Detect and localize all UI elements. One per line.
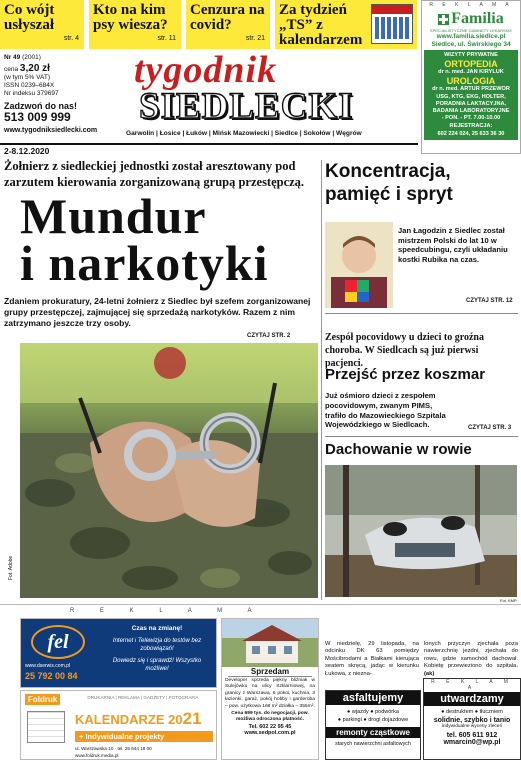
masthead-rule — [0, 143, 418, 145]
familia-sub: SPECJALISTYCZNE GABINETY LEKARSKIE — [429, 28, 513, 33]
column-divider — [321, 160, 322, 600]
foldruk-cal-label: KALENDARZE 2021 — [75, 709, 202, 728]
fel-url[interactable]: www.dserwis.com.pl — [25, 663, 71, 669]
side2-text: Już ośmioro dzieci z zespołem pocovidowym, zwanym PIMS, trafiło do Mazowieckiego Szpitala Wojewódzkiego w Siedlcach. — [325, 391, 446, 430]
side1-headline[interactable]: Koncentracja, pamięć i spryt — [325, 161, 453, 205]
fel-ad[interactable] — [20, 618, 217, 688]
sprzedam-url[interactable]: www.sedpol.com.pl — [244, 729, 296, 736]
reklama-bar: R E K L A M A — [70, 608, 264, 614]
main-headline-line2[interactable]: i narkotyki — [20, 235, 269, 291]
teaser-3-title: Cenzura na covid? — [190, 2, 265, 33]
teaser-2-title: Kto na kim psy wiesza? — [93, 2, 168, 33]
foldruk-web[interactable]: www.foldruk.media.pl — [75, 753, 119, 758]
fel-line3: Dowiedz się i sprawdź! Wszystko możliwe! — [112, 658, 202, 672]
familia-box: WIZYTY PRYWATNE ORTOPEDIA dr n. med. JAN KIRYLUK UROLOGIA dr n. med. ARTUR PRZEWOR USG, KTG, EKG, HOLTER, PORADNIA LAKTACYJNA, BADANIA LABORATORYJNE - PON. - PT. 7.00-10.00 REJESTRACJA: 602 224 024, 25 633 36 30 — [424, 50, 518, 140]
house-photo — [222, 619, 318, 667]
foldruk-tag: DRUKARNIA | REKLAMA | GADŻETY | FOTOGRAFIA — [87, 695, 199, 700]
sprzedam-title: Sprzedam — [228, 667, 312, 677]
utw-items: ● destruktem ● tłuczniem — [441, 709, 503, 715]
website-link[interactable]: www.tygodniksiedlecki.com — [4, 127, 98, 134]
teaser-3[interactable] — [186, 0, 270, 49]
foldruk-calendar-icon — [27, 711, 65, 743]
ad-top-rule — [0, 604, 521, 605]
asfalt-foot: starych nawierzchni asfaltowych — [335, 741, 411, 747]
asfalt-ad[interactable] — [325, 690, 421, 760]
house-icon — [222, 619, 319, 667]
side2-headline[interactable]: Przejść przez koszmar — [325, 366, 486, 383]
fel-phone[interactable]: 25 792 00 84 — [25, 671, 78, 681]
teaser-4-title: Za tydzień „TS” z kalendarzem — [279, 2, 363, 48]
main-kicker: Żołnierz z siedleckiej jednostki został aresztowany pod zarzutem kierowania zorganizowaną grupą przestępczą. — [4, 159, 305, 189]
phone-number[interactable]: 513 009 999 — [4, 110, 71, 124]
teaser-4[interactable] — [275, 0, 417, 49]
teaser-1-page: str. 4 — [63, 35, 79, 42]
utwardzamy-ad[interactable] — [423, 678, 521, 760]
fel-line1: Czas na zmianę! — [131, 625, 183, 632]
foldruk-ad[interactable] — [20, 690, 217, 760]
overturned-car-illustration — [325, 465, 517, 597]
fel-line2: Internet i Telewizja do testów bez zobowiązań! — [112, 638, 202, 652]
utw-reklama: R E K L A M A — [431, 679, 513, 691]
issue-info: Nr 49 (2001) cena 3,20 zł (w tym 5% VAT) ISSN 0239–684X Nr indeksu 379697 Zadzwoń do nas! 513 009 999 www.tygodniksiedlecki.com — [4, 54, 119, 135]
main-readmore[interactable]: CZYTAJ STR. 2 — [247, 333, 291, 339]
main-headline-line1[interactable]: Mundur — [20, 188, 207, 244]
side3-photo-credit: Fot. KMP — [500, 598, 517, 603]
boy-with-rubiks-cube-illustration — [325, 222, 393, 308]
main-photo — [20, 343, 318, 598]
sprzedam-price: Cena 699 tys. do negocjacji, pow. możliwa odroczona płatność. — [231, 711, 309, 723]
side2-readmore[interactable]: CZYTAJ STR. 3 — [468, 425, 512, 431]
teaser-2-page: str. 11 — [157, 35, 176, 42]
side3-headline[interactable]: Dachowanie w rowie — [325, 441, 472, 458]
sprzedam-ad[interactable] — [221, 618, 319, 760]
calendar-thumbnail — [371, 4, 413, 44]
utw-title: utwardzamy — [424, 692, 520, 706]
teaser-3-page: str. 21 — [245, 35, 265, 42]
utw-email[interactable]: wmarcin0@wp.pl — [443, 739, 501, 746]
utw-sub: indywidualne wyceny zleceń — [441, 724, 503, 729]
familia-url: www.familia.siedlce.pl — [436, 33, 506, 40]
teaser-1-title: Co wójt usłyszał — [4, 2, 55, 33]
foldruk-logo: Foldruk — [25, 694, 60, 705]
issue-date: 2-8.12.2020 — [4, 146, 50, 156]
main-photo-credit: Fot. Adobe — [8, 555, 14, 580]
familia-logo: Familia — [426, 10, 516, 28]
side3-photo — [325, 465, 517, 597]
towns-list: Garwolin | Łosice | Łuków | Mińsk Mazowiecki | Siedlce | Sokołów | Węgrów — [126, 130, 362, 137]
asfalt-title: asfaltujemy — [326, 691, 420, 705]
utw-phone[interactable]: tel. 605 611 912 — [446, 732, 498, 739]
logo-tygodnik: tygodnik — [134, 49, 278, 91]
familia-reklama: R E K L A M A — [429, 2, 513, 8]
side3-text-right: lonych przyczyn zjechała poza nawierzchnię jezdni, zjechała do rowu, gdzie samochód dachował. Kobietę przewieziono do szpitala. (ak) — [424, 641, 518, 677]
fel-logo: fel — [31, 625, 85, 659]
side1-rule — [325, 313, 518, 314]
sprzedam-phone[interactable]: Tel. 602 22 95 45 — [248, 723, 292, 730]
asfalt-items: ● wjazdy ● podwórka ● parkingi ● drogi dojazdowe — [337, 709, 409, 723]
logo-siedlecki: SIEDLECKI — [139, 86, 354, 127]
call-label: Zadzwoń do nas! — [4, 101, 77, 111]
side2-kicker: Zespół pocovidowy u dzieci to groźna choroba. W Siedlcach są już pierwsi pacjenci. — [325, 332, 484, 369]
main-lead: Zdaniem prokuratury, 24-letni żołnierz z Siedlec był szefem zorganizowanej grupy przestępczej, zajmującej się sprzedażą narkotyków. Razem z nim zatrzymano jeszcze trzy osoby. — [4, 296, 311, 329]
familia-ad[interactable] — [421, 0, 521, 154]
side1-text: Jan Łagodzin z Siedlec został mistrzem Polski do lat 10 w speedcubingu, czyli układaniu kostki Rubika na czas. — [398, 226, 508, 264]
asfalt-mid: remonty cząstkowe — [326, 727, 420, 738]
side3-text-left: W niedzielę, 29 listopada, na odcinku DK 63 pomiędzy Mościbrodami a Białkami kierująca seatem skręcą, jadąc w kierunku Łukowa, z niezna- — [325, 641, 419, 677]
side2-rule — [325, 436, 518, 437]
handcuffs-photo-illustration — [20, 343, 318, 598]
side1-readmore[interactable]: CZYTAJ STR. 12 — [466, 298, 513, 304]
foldruk-address: ul. Warszawska 10 · tel. 25 644 18 00 — [75, 746, 152, 751]
foldruk-cal-sub: + Indywidualne projekty — [75, 731, 213, 742]
sprzedam-text: Developer sprzeda piękny bliźniak w Sulejówku na ulicy Szklarniowej, na granicy z Warszawą. 6 pokoi, kuchnia, 3 łazienki, garaż, pokój hobby i garderoba – pow. użytkowa 168 m² działka – 355m². — [225, 678, 315, 709]
familia-cross-icon — [438, 14, 449, 25]
side1-photo — [325, 222, 393, 308]
teaser-2[interactable] — [89, 0, 181, 49]
teaser-1[interactable] — [0, 0, 84, 49]
familia-address: Siedlce, ul. Świrskiego 34 — [431, 41, 511, 48]
utw-mid: solidnie, szybko i tanio — [433, 717, 511, 724]
